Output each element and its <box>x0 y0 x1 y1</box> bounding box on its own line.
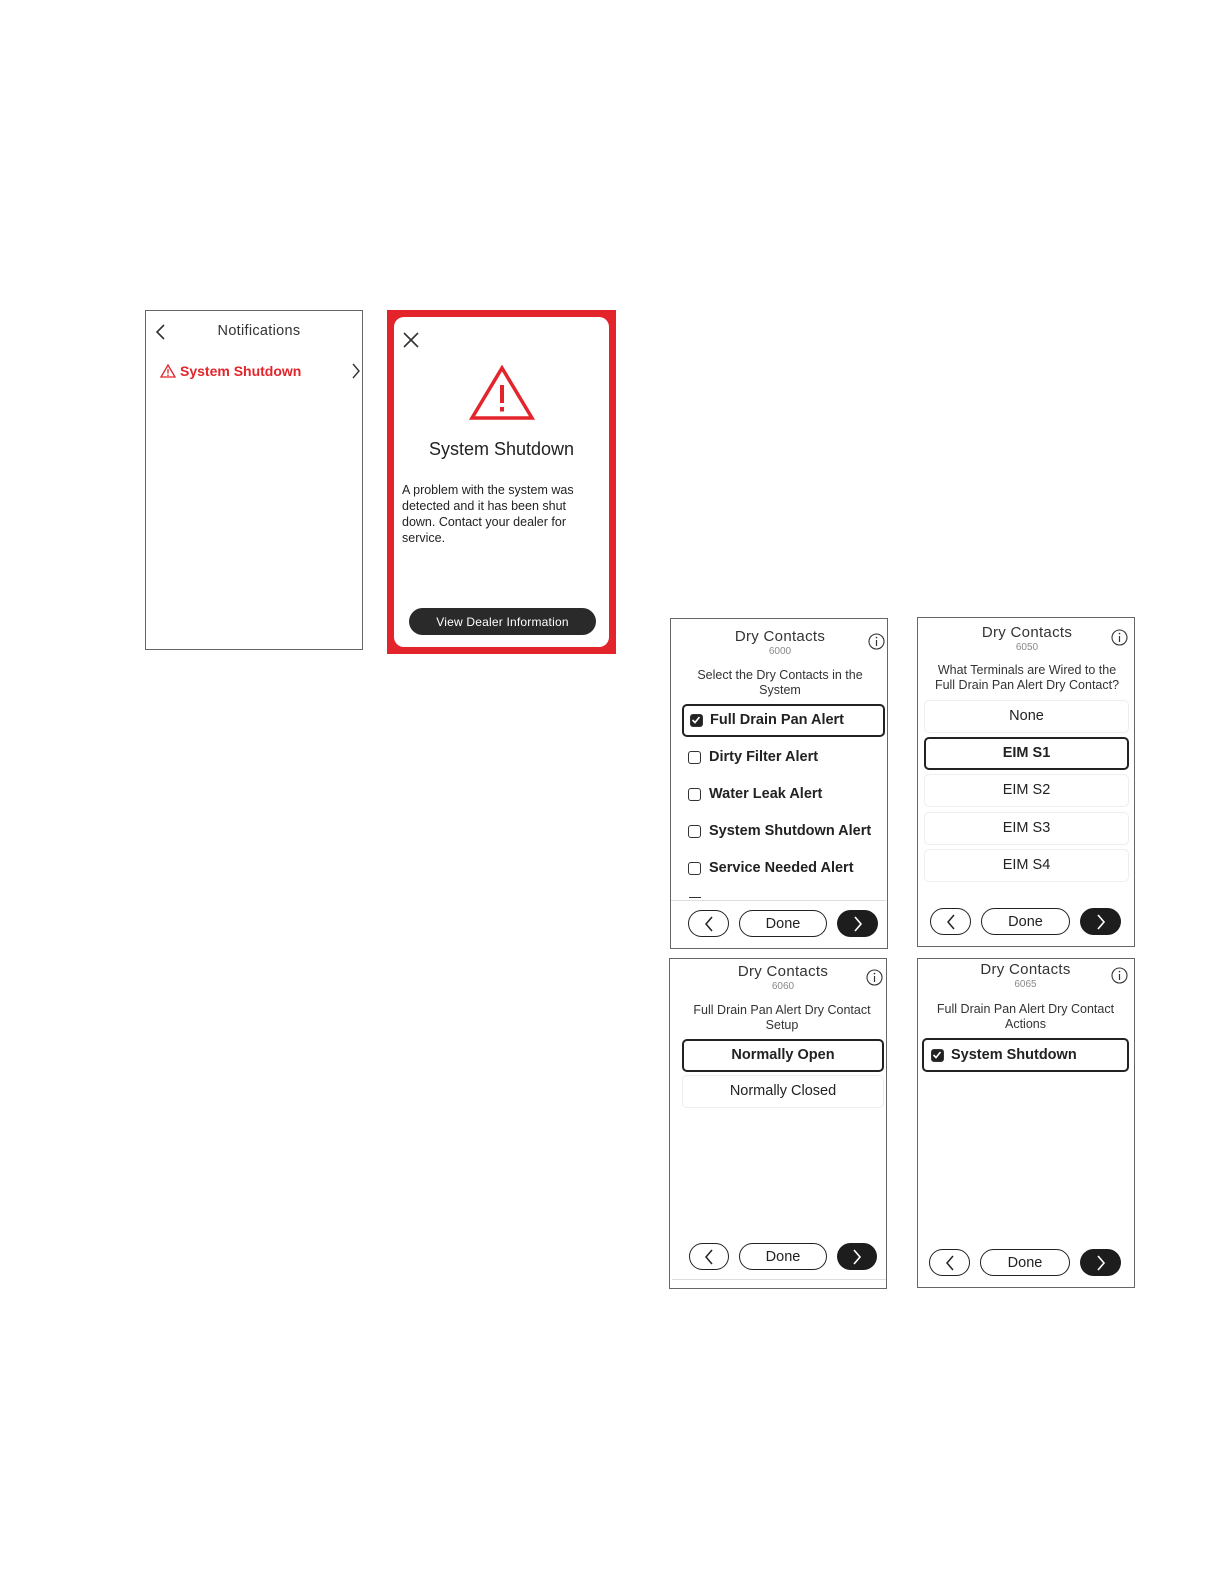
info-icon[interactable] <box>868 633 885 650</box>
back-button[interactable] <box>689 1243 729 1270</box>
checkbox-checked[interactable] <box>690 714 703 727</box>
checkbox-checked[interactable] <box>931 1049 944 1062</box>
option-label: None <box>1009 708 1044 724</box>
screen-code: 6000 <box>768 646 792 657</box>
checkbox-unchecked[interactable] <box>688 862 701 875</box>
screen-subtitle <box>921 663 1133 693</box>
subtitle-line: System <box>759 683 801 697</box>
option-label: System Shutdown Alert <box>709 823 872 839</box>
done-label: Done <box>765 1248 801 1265</box>
option-eim-s3[interactable] <box>924 812 1129 845</box>
option-label: Normally Closed <box>729 1083 837 1099</box>
dry-contacts-6065-screen <box>917 958 1135 1288</box>
chevron-right-icon <box>852 1249 862 1265</box>
chevron-left-icon <box>946 914 956 930</box>
done-button[interactable] <box>739 910 827 937</box>
subtitle-line: Select the Dry Contacts in the <box>697 668 863 682</box>
dry-contacts-6050-screen <box>917 617 1135 947</box>
chevron-right-icon <box>351 362 361 380</box>
done-button[interactable] <box>980 1249 1070 1276</box>
option-label: Dirty Filter Alert <box>709 749 819 765</box>
screen-subtitle <box>918 1002 1133 1032</box>
screen-subtitle <box>675 1003 889 1033</box>
chevron-left-icon <box>704 1249 714 1265</box>
option-dirty-filter-alert[interactable] <box>682 742 885 775</box>
option-label: System Shutdown <box>951 1047 1077 1063</box>
dialog-message-line: detected and it has been shut <box>402 499 567 513</box>
option-eim-s4[interactable] <box>924 849 1129 882</box>
option-label: EIM S3 <box>1002 820 1051 836</box>
checkbox-unchecked[interactable] <box>688 825 701 838</box>
screen-code: 6060 <box>771 981 795 992</box>
subtitle-line: Actions <box>1005 1017 1046 1031</box>
checkbox-unchecked[interactable] <box>688 788 701 801</box>
dialog-message <box>402 482 602 546</box>
done-button[interactable] <box>739 1243 827 1270</box>
footer-divider <box>671 900 886 901</box>
info-icon[interactable] <box>1111 629 1128 646</box>
done-label: Done <box>765 915 801 932</box>
option-label: EIM S4 <box>1002 857 1051 873</box>
subtitle-line: Setup <box>765 1018 799 1032</box>
next-button[interactable] <box>837 910 878 937</box>
checkbox-unchecked[interactable] <box>688 751 701 764</box>
info-icon[interactable] <box>1111 967 1128 984</box>
screen-title: Dry Contacts <box>980 961 1071 978</box>
view-dealer-info-label: View Dealer Information <box>436 614 569 629</box>
option-label: Normally Open <box>731 1047 835 1063</box>
option-label: Water Leak Alert <box>709 786 823 802</box>
subtitle-line: What Terminals are Wired to the <box>937 663 1117 677</box>
option-label: Full Drain Pan Alert <box>710 712 845 728</box>
option-system-shutdown-alert[interactable] <box>682 816 885 849</box>
done-button[interactable] <box>981 908 1070 935</box>
view-dealer-info-button[interactable] <box>409 608 596 635</box>
back-button[interactable] <box>688 910 729 937</box>
notification-item-system-shutdown[interactable] <box>158 361 363 383</box>
subtitle-line: Full Drain Pan Alert Dry Contact <box>936 1002 1115 1016</box>
option-label: EIM S2 <box>1002 782 1051 798</box>
back-button[interactable] <box>930 908 971 935</box>
option-none[interactable] <box>924 700 1129 733</box>
dialog-title: System Shutdown <box>428 439 575 459</box>
chevron-left-icon <box>945 1255 955 1271</box>
screen-title: Dry Contacts <box>737 963 829 980</box>
warning-triangle-icon <box>160 364 176 378</box>
option-water-leak-alert[interactable] <box>682 779 885 812</box>
next-button[interactable] <box>1080 908 1121 935</box>
chevron-right-icon <box>853 916 863 932</box>
done-label: Done <box>1007 1254 1043 1271</box>
chevron-right-icon <box>1096 914 1106 930</box>
option-system-shutdown[interactable] <box>922 1038 1129 1072</box>
next-button[interactable] <box>1080 1249 1121 1276</box>
option-service-needed-alert[interactable] <box>682 853 885 886</box>
screen-code: 6065 <box>1014 979 1037 990</box>
option-normally-open[interactable] <box>682 1039 884 1072</box>
subtitle-line: Full Drain Pan Alert Dry Contact? <box>934 678 1120 692</box>
option-eim-s1[interactable] <box>924 737 1129 770</box>
dry-contacts-6060-screen <box>669 958 887 1289</box>
option-normally-closed[interactable] <box>682 1075 884 1108</box>
screen-title: Dry Contacts <box>734 628 826 645</box>
dry-contacts-6000-screen <box>670 618 888 949</box>
notifications-screen <box>145 310 363 650</box>
shutdown-dialog-frame <box>387 310 616 654</box>
screen-title: Dry Contacts <box>981 624 1073 641</box>
dialog-message-line: service. <box>402 531 446 545</box>
option-label: Service Needed Alert <box>709 860 854 876</box>
done-label: Done <box>1008 913 1043 930</box>
dialog-message-line: A problem with the system was <box>402 483 574 497</box>
info-icon[interactable] <box>866 969 883 986</box>
chevron-left-icon <box>704 916 714 932</box>
dialog-message-line: down. Contact your dealer for <box>402 515 566 529</box>
subtitle-line: Full Drain Pan Alert Dry Contact <box>693 1003 871 1017</box>
notification-item-label: System Shutdown <box>180 363 302 379</box>
close-icon[interactable] <box>402 331 420 349</box>
notifications-title: Notifications <box>217 323 301 339</box>
footer-divider <box>672 1279 886 1280</box>
screen-subtitle <box>676 668 884 698</box>
back-button[interactable] <box>929 1249 970 1276</box>
chevron-right-icon <box>1096 1255 1106 1271</box>
warning-triangle-icon <box>469 365 535 421</box>
option-eim-s2[interactable] <box>924 774 1129 807</box>
chevron-left-icon[interactable] <box>154 323 166 341</box>
option-full-drain-pan-alert[interactable] <box>682 704 885 737</box>
shutdown-dialog <box>394 317 609 647</box>
next-button[interactable] <box>837 1243 877 1270</box>
screen-code: 6050 <box>1015 642 1039 653</box>
option-label: EIM S1 <box>1002 745 1051 761</box>
